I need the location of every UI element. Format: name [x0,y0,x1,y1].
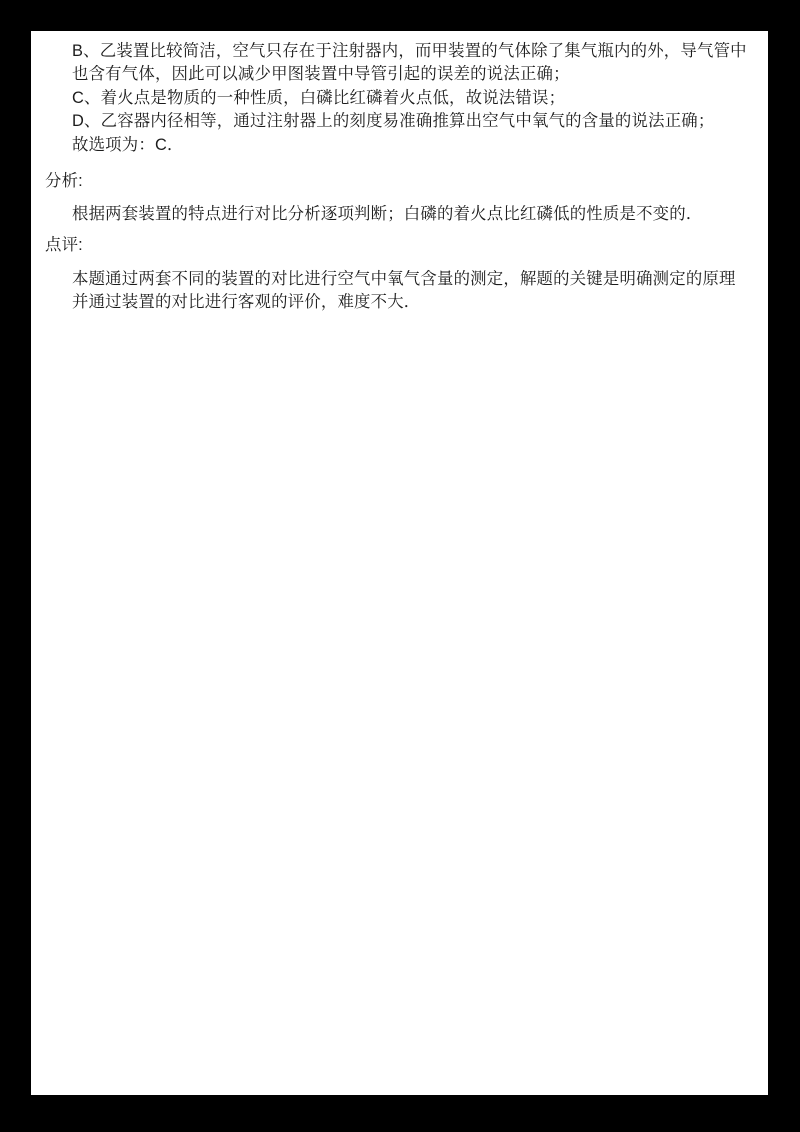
review-body [72,268,736,315]
text-line: 本题通过两套不同的装置的对比进行空气中氧气含量的测定，解题的关键是明确测定的原理 [72,270,736,288]
text-line: B、乙装置比较简洁，空气只存在于注射器内，而甲装置的气体除了集气瓶内的外，导气管中 [72,42,747,60]
analysis-body [72,203,702,226]
analysis-heading: 分析: [45,172,83,190]
text-line: 并通过装置的对比进行客观的评价，难度不大． [72,293,421,312]
review-heading: 点评: [45,236,83,254]
answer-explanation-section [72,40,747,157]
text-line: C、着火点是物质的一种性质，白磷比红磷着火点低，故说法错误； [72,88,566,107]
text-line: 根据两套装置的特点进行对比分析逐项判断；白磷的着火点比红磷低的性质是不变的． [72,205,703,223]
text-line: 故选项为：C． [72,135,184,154]
text-line: D、乙容器内径相等，通过注射器上的刻度易准确推算出空气中氧气的含量的说法正确； [72,112,715,131]
text-line: 也含有气体，因此可以减少甲图装置中导管引起的误差的说法正确； [72,65,570,84]
document-page [31,31,768,1095]
